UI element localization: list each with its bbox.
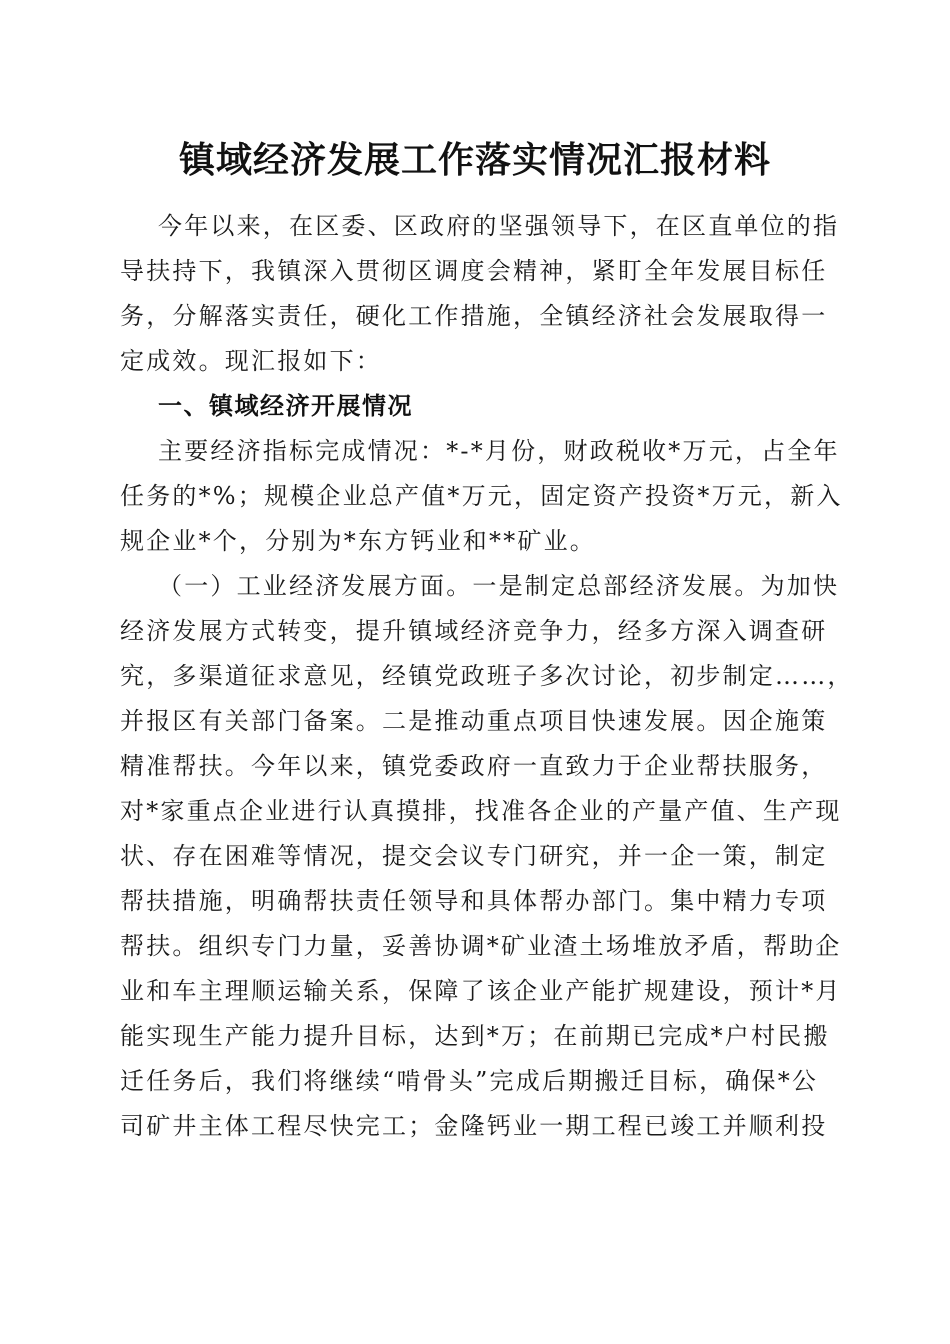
paragraph-line: 定成效。现汇报如下： xyxy=(120,347,382,375)
paragraph-line: 迁任务后，我们将继续“啃骨头”完成后期搬迁目标，确保*公 xyxy=(120,1067,819,1095)
paragraph-line: 帮扶措施，明确帮扶责任领导和具体帮办部门。集中精力专项 xyxy=(120,887,828,915)
paragraph-line: 今年以来，在区委、区政府的坚强领导下，在区直单位的指 xyxy=(158,212,840,240)
section-heading: 一、镇域经济开展情况 xyxy=(158,392,413,420)
paragraph-line: 经济发展方式转变，提升镇域经济竞争力，经多方深入调查研 xyxy=(120,617,828,645)
paragraph-line: 能实现生产能力提升目标，达到*万；在前期已完成*户村民搬 xyxy=(120,1022,830,1050)
paragraph-line: 主要经济指标完成情况：*-*月份，财政税收*万元，占全年 xyxy=(158,437,840,465)
paragraph-line: 对*家重点企业进行认真摸排，找准各企业的产量产值、生产现 xyxy=(120,797,842,825)
paragraph-line: 规企业*个，分别为*东方钙业和**矿业。 xyxy=(120,527,596,555)
paragraph-line: 帮扶。组织专门力量，妥善协调*矿业渣土场堆放矛盾，帮助企 xyxy=(120,932,842,960)
paragraph-line: 务，分解落实责任，硬化工作措施，全镇经济社会发展取得一 xyxy=(120,302,828,330)
paragraph-line: 导扶持下，我镇深入贯彻区调度会精神，紧盯全年发展目标任 xyxy=(120,257,828,285)
document-body xyxy=(120,204,854,1149)
paragraph-line: （一）工业经济发展方面。一是制定总部经济发展。为加快 xyxy=(158,572,840,600)
paragraph-line: 状、存在困难等情况，提交会议专门研究，并一企一策，制定 xyxy=(120,842,828,870)
paragraph-line: 任务的*%；规模企业总产值*万元，固定资产投资*万元，新入 xyxy=(120,482,843,510)
document-title: 镇域经济发展工作落实情况汇报材料 xyxy=(178,139,771,181)
paragraph-line: 究，多渠道征求意见，经镇党政班子多次讨论，初步制定……， xyxy=(120,662,854,690)
paragraph-line: 并报区有关部门备案。二是推动重点项目快速发展。因企施策 xyxy=(120,707,828,735)
paragraph-line: 业和车主理顺运输关系，保障了该企业产能扩规建设，预计*月 xyxy=(120,977,842,1005)
paragraph-line: 精准帮扶。今年以来，镇党委政府一直致力于企业帮扶服务， xyxy=(120,752,828,780)
paragraph-line: 司矿井主体工程尽快完工；金隆钙业一期工程已竣工并顺利投 xyxy=(120,1112,828,1140)
